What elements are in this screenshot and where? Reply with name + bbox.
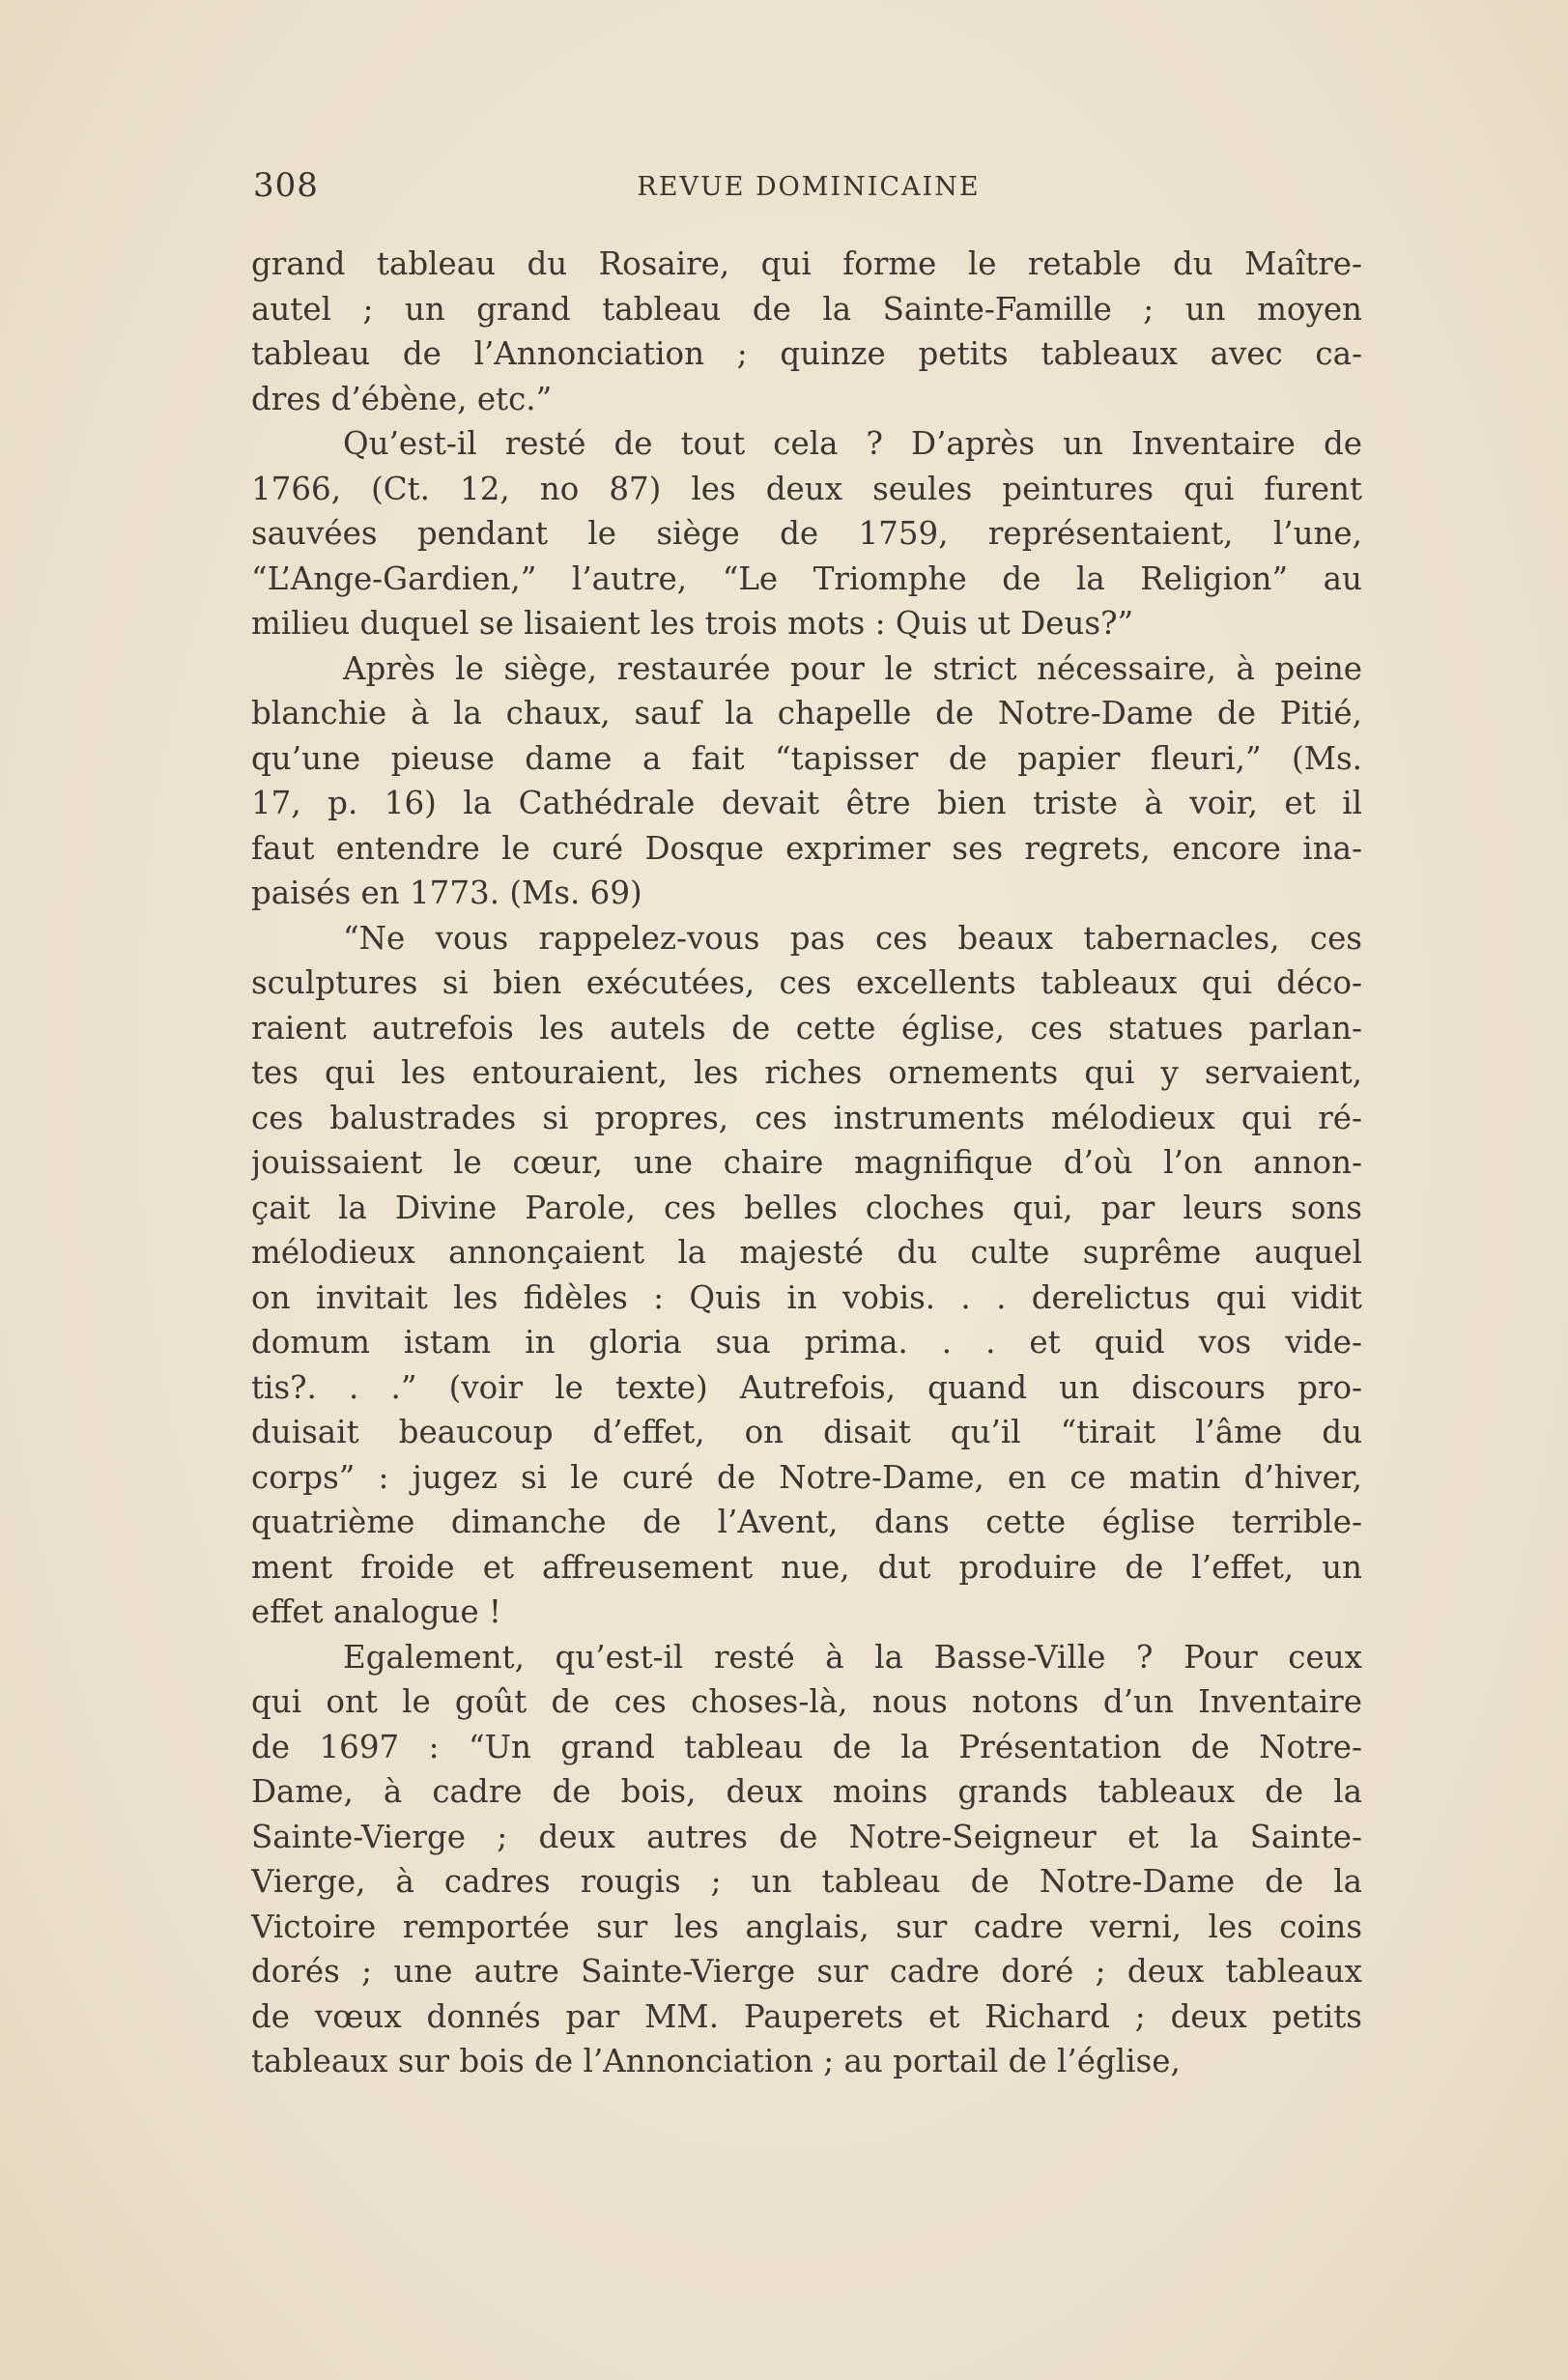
text-line: sauvées pendant le siège de 1759, représentaient, l’une, <box>251 515 1362 552</box>
text-line: paisés en 1773. (Ms. 69) <box>251 875 642 911</box>
text-line: blanchie à la chaux, sauf la chapelle de Notre-Dame de Pitié, <box>251 695 1362 731</box>
text-line: mélodieux annonçaient la majesté du culte suprême auquel <box>251 1234 1362 1271</box>
text-line: çait la Divine Parole, ces belles cloches qui, par leurs sons <box>251 1189 1362 1226</box>
text-line: autel ; un grand tableau de la Sainte-Famille ; un moyen <box>251 290 1362 328</box>
text-line: quatrième dimanche de l’Avent, dans cette église terrible- <box>251 1504 1362 1540</box>
text-line: qu’une pieuse dame a fait “tapisser de papier fleuri,” (Ms. <box>251 739 1362 777</box>
text-line: tableau de l’Annonciation ; quinze petits tableaux avec ca- <box>251 335 1362 372</box>
text-line: ment froide et affreusement nue, dut produire de l’effet, un <box>251 1548 1362 1586</box>
text-line: grand tableau du Rosaire, qui forme le retable du Maître- <box>251 245 1362 282</box>
text-line: Après le siège, restaurée pour le strict nécessaire, à peine <box>343 649 1362 687</box>
text-line: Egalement, qu’est-il resté à la Basse-Ville ? Pour ceux <box>343 1638 1362 1676</box>
text-line: de 1697 : “Un grand tableau de la Présentation de Notre- <box>251 1728 1362 1765</box>
text-line: on invitait les fidèles : Quis in vobis. . . derelictus qui vidit <box>251 1278 1362 1316</box>
page-number: 308 <box>253 166 319 205</box>
paragraph <box>251 421 1362 646</box>
text-line: tis?. . .” (voir le texte) Autrefois, quand un discours pro- <box>251 1368 1362 1406</box>
text-line: dres d’ébène, etc.” <box>251 380 553 417</box>
text-line: faut entendre le curé Dosque exprimer ses regrets, encore ina- <box>251 829 1362 867</box>
page-header <box>253 166 1364 215</box>
paragraph <box>251 646 1362 916</box>
text-line: domum istam in gloria sua prima. . . et quid vos vide- <box>251 1324 1362 1361</box>
text-line: Qu’est-il resté de tout cela ? D’après un Inventaire de <box>343 425 1362 462</box>
paragraph <box>251 242 1362 421</box>
text-line: tes qui les entouraient, les riches ornements qui y servaient, <box>251 1054 1362 1091</box>
text-line: “Ne vous rappelez-vous pas ces beaux tabernacles, ces <box>343 919 1362 957</box>
text-line: sculptures si bien exécutées, ces excellents tableaux qui déco- <box>251 964 1362 1001</box>
text-line: dorés ; une autre Sainte-Vierge sur cadre doré ; deux tableaux <box>251 1953 1362 1990</box>
text-line: raient autrefois les autels de cette église, ces statues parlan- <box>251 1009 1362 1047</box>
text-line: 1766, (Ct. 12, no 87) les deux seules peintures qui furent <box>251 470 1362 507</box>
body-text <box>251 242 1362 2084</box>
text-line: Sainte-Vierge ; deux autres de Notre-Seigneur et la Sainte- <box>251 1818 1362 1855</box>
text-line: Dame, à cadre de bois, deux moins grands tableaux de la <box>251 1773 1362 1810</box>
text-line: Victoire remportée sur les anglais, sur cadre verni, les coins <box>251 1907 1362 1945</box>
text-line: tableaux sur bois de l’Annonciation ; au portail de l’église, <box>251 2043 1181 2079</box>
text-line: 17, p. 16) la Cathédrale devait être bien triste à voir, et il <box>251 785 1362 821</box>
text-line: Vierge, à cadres rougis ; un tableau de Notre-Dame de la <box>251 1863 1362 1900</box>
text-line: de vœux donnés par MM. Pauperets et Richard ; deux petits <box>251 1997 1362 2035</box>
running-title: REVUE DOMINICAINE <box>637 172 981 202</box>
text-line: “L’Ange-Gardien,” l’autre, “Le Triomphe de la Religion” au <box>251 559 1362 597</box>
paragraph <box>251 916 1362 1635</box>
text-line: ces balustrades si propres, ces instruments mélodieux qui ré- <box>251 1099 1362 1136</box>
text-line: milieu duquel se lisaient les trois mots : Quis ut Deus?” <box>251 605 1134 642</box>
text-line: duisait beaucoup d’effet, on disait qu’il “tirait l’âme du <box>251 1414 1362 1450</box>
text-line: jouissaient le cœur, une chaire magnifique d’où l’on annon- <box>251 1144 1362 1181</box>
text-line: effet analogue ! <box>251 1593 501 1630</box>
text-line: corps” : jugez si le curé de Notre-Dame, en ce matin d’hiver, <box>251 1458 1362 1496</box>
text-line: qui ont le goût de ces choses-là, nous notons d’un Inventaire <box>251 1683 1362 1720</box>
paragraph <box>251 1635 1362 2084</box>
